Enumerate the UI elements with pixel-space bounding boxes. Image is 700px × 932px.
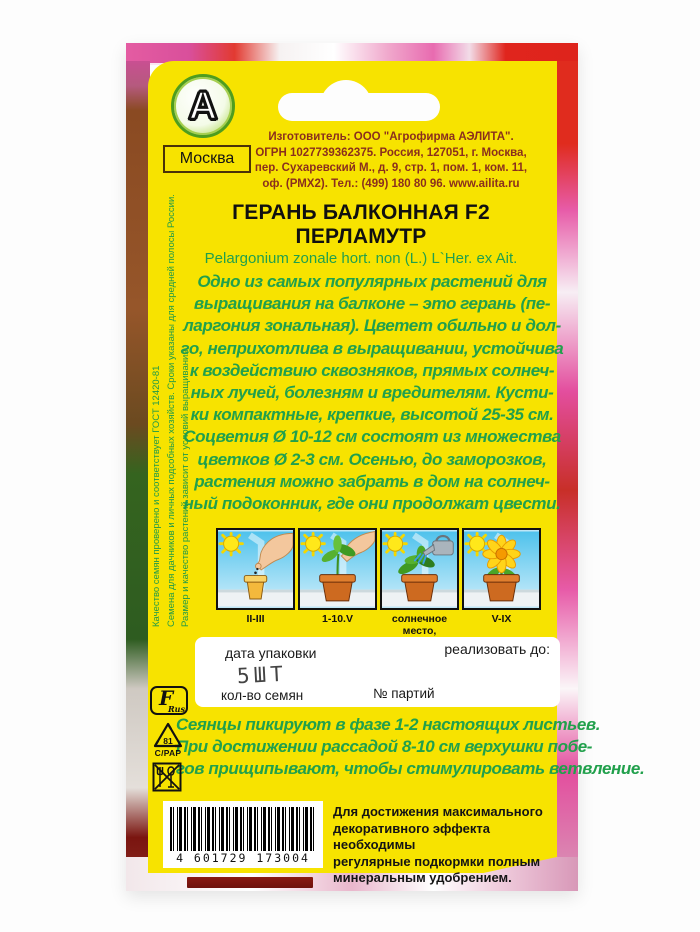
- certification-marks: [148, 686, 192, 797]
- side-note-line: Семена для дачников и личных подсобных хозяйств. Сроки указаны для средней полосы России.: [165, 194, 177, 627]
- care-pictograms: [216, 528, 541, 649]
- product-title-line2: ПЕРЛАМУТР: [295, 224, 427, 248]
- fertilizer-line: декоративного эффекта необходимы: [333, 820, 490, 852]
- description-line: го, неприхотлива в выращивании, устойчива: [180, 338, 564, 358]
- manufacturer-line: пер. Сухаревский М., д. 9, стр. 1, пом. 1, ком. 11,: [254, 162, 528, 174]
- description-line: ки компактные, крепкие, высотой 25-35 см.: [190, 405, 554, 425]
- euro-hang-slot: [278, 93, 440, 121]
- quantity-stamp: 5ШТ: [236, 661, 288, 689]
- pictogram-label: II-III: [246, 613, 265, 625]
- pictogram-watering: [380, 528, 459, 649]
- care-note-line: Сеянцы пикируют в фазе 1-2 настоящих листьев.: [176, 715, 601, 734]
- manufacturer-line: оф. (РМХ2). Тел.: (499) 180 80 96. www.ailita.ru: [262, 177, 520, 190]
- side-note-line: Размер и качество растений зависит от условий выращивания.: [180, 346, 191, 627]
- packing-info-box: [195, 637, 560, 707]
- description-line: выращивания на балконе – это герань (пе-: [193, 294, 551, 314]
- product-title-line1: ГЕРАНЬ БАЛКОННАЯ F2: [232, 201, 490, 224]
- side-note-line: Качество семян проверено и соответствует ГОСТ 12420-81: [151, 365, 162, 627]
- care-note: [176, 714, 645, 780]
- recycle-mark: [151, 722, 185, 758]
- description-line: цветков Ø 2-3 см. Осенью, до заморозков,: [197, 449, 547, 469]
- pictogram-planting: [298, 528, 377, 649]
- description-line: ный подоконник, где они продолжат цвести.: [183, 494, 561, 514]
- barcode-bars: [170, 807, 316, 851]
- fertilizer-line: минеральным удобрением.: [333, 870, 512, 885]
- care-note-line: При достижении рассадой 8-10 см верхушки побе-: [176, 737, 593, 756]
- pictogram-flowering: [462, 528, 541, 649]
- sell-by-label: реализовать до:: [444, 641, 550, 657]
- description-line: к воздействию сквозняков, прямых солнеч-: [189, 360, 555, 380]
- aelita-logo-letter: А: [188, 84, 218, 128]
- fertilizer-line: Для достижения максимального: [333, 804, 543, 819]
- quantity-label: кол-во семян: [221, 688, 304, 703]
- description-line: ных лучей, болезням и вредителям. Кусти-: [190, 383, 554, 403]
- left-photo-strip: [126, 61, 150, 887]
- not-for-food-icon: [152, 762, 192, 797]
- fertilizer-note: [333, 804, 568, 887]
- batch-number-label: № партий: [373, 686, 435, 701]
- sowing-icon: [216, 528, 295, 610]
- svg-text:81: 81: [163, 736, 173, 746]
- manufacturer-line: ОГРН 1027739362375. Россия, 127051, г. Москва,: [255, 146, 527, 159]
- care-note-line: гов прищипывают, чтобы стимулировать ветвление.: [176, 759, 645, 778]
- packing-date-label: дата упаковки: [225, 645, 317, 661]
- description-text: [176, 271, 568, 515]
- pictogram-label: 1-10.V: [322, 613, 353, 625]
- pictogram-label: солнечное место,: [391, 613, 448, 637]
- description-line: Соцветия Ø 10-12 см состоят из множества: [183, 427, 561, 447]
- recycle-triangle-icon: [153, 722, 183, 748]
- sun-watering-icon: [380, 528, 459, 610]
- pictogram-label: V-IX: [491, 613, 512, 625]
- recycle-material-label: С/РАР: [154, 748, 182, 758]
- barcode-digits: 4 601729 173004: [176, 851, 310, 865]
- manufacturer-info: [226, 130, 556, 192]
- bottom-red-bar: [187, 877, 313, 888]
- manufacturer-line: Изготовитель: ООО "Агрофирма АЭЛИТА".: [268, 131, 514, 143]
- flowering-icon: [462, 528, 541, 610]
- barcode: [163, 801, 323, 868]
- f-rus-mark-icon: F Rus: [150, 686, 188, 715]
- planting-icon: [298, 528, 377, 610]
- fertilizer-line: регулярные подкормки полным: [333, 853, 541, 869]
- latin-name: Pelargonium zonale hort. non (L.) L`Her. ex Ait.: [204, 250, 518, 267]
- description-line: Одно из самых популярных растений для: [197, 272, 547, 291]
- product-title: [166, 201, 556, 248]
- pictogram-sowing: [216, 528, 295, 649]
- aelita-logo: [171, 74, 235, 138]
- side-quality-notes: [150, 193, 196, 627]
- description-line: ларгония зональная). Цветет обильно и дол-: [183, 316, 561, 336]
- moscow-label: Москва: [163, 145, 251, 173]
- description-line: растения можно забрать в дом на солнеч-: [194, 471, 550, 491]
- seed-packet-back: [126, 43, 645, 891]
